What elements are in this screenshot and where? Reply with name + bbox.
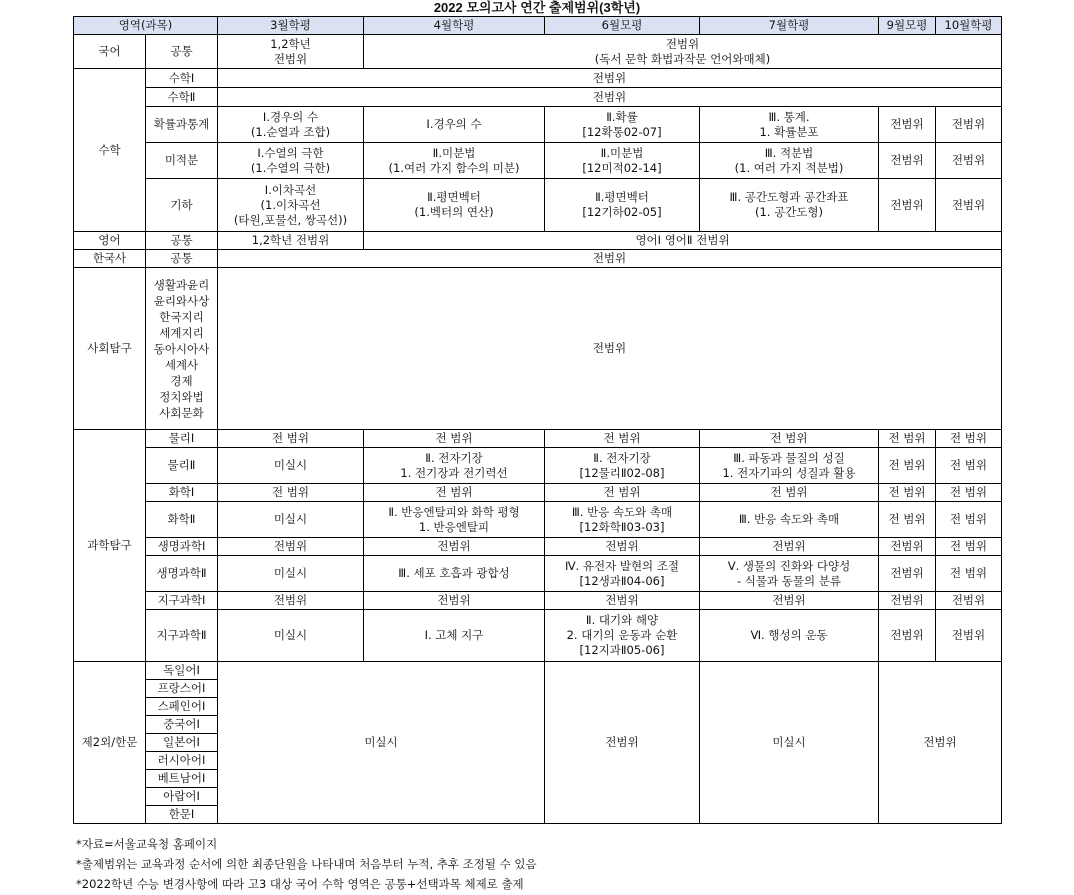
earth1-april-cell: 전범위 (364, 592, 545, 610)
science-row (74, 448, 1002, 484)
earth2-march-cell: 미실시 (218, 610, 364, 662)
korean-history-row (74, 250, 1002, 268)
geometry-september-cell: 전범위 (879, 179, 936, 232)
english-scope-cell: 영어Ⅰ 영어Ⅱ 전범위 (364, 232, 1002, 250)
earth1-march-cell: 전범위 (218, 592, 364, 610)
subject-geometry: 기하 (146, 179, 218, 232)
social-subject: 동아시아사 (153, 341, 210, 356)
calculus-june-cell: Ⅱ.미분법 [12미적02-14] (545, 143, 700, 179)
chemistry2-july-cell: Ⅲ. 반응 속도와 촉매 (700, 502, 879, 538)
calculus-april-cell: Ⅱ.미분법 (1.여러 가지 함수의 미분) (364, 143, 545, 179)
probability-june-cell: Ⅱ.확률 [12확통02-07] (545, 107, 700, 143)
english-march-cell: 1,2학년 전범위 (218, 232, 364, 250)
earth1-september-cell: 전범위 (879, 592, 936, 610)
life2-october-cell: 전 범위 (936, 556, 1002, 592)
math2-scope-cell: 전범위 (218, 88, 1002, 107)
subject-english-common: 공통 (146, 232, 218, 250)
header-june: 6월모평 (545, 17, 700, 35)
earth1-october-cell: 전범위 (936, 592, 1002, 610)
probability-row (74, 107, 1002, 143)
life2-march-cell: 미실시 (218, 556, 364, 592)
social-subject: 정치와법 (159, 389, 204, 404)
subject-history-common: 공통 (146, 250, 218, 268)
earth2-september-cell: 전범위 (879, 610, 936, 662)
calculus-september-cell: 전범위 (879, 143, 936, 179)
subject-math2: 수학Ⅱ (146, 88, 218, 107)
probability-april-cell: Ⅰ.경우의 수 (364, 107, 545, 143)
earth1-july-cell: 전범위 (700, 592, 879, 610)
physics1-june-cell: 전 범위 (545, 430, 700, 448)
probability-july-cell: Ⅲ. 통계. 1. 확률분포 (700, 107, 879, 143)
physics2-june-cell: Ⅱ. 전자기장 [12물리Ⅱ02-08] (545, 448, 700, 484)
physics1-september-cell: 전 범위 (879, 430, 936, 448)
foreign-june-cell: 전범위 (545, 662, 700, 824)
subject-chemistry1: 화학Ⅰ (146, 484, 218, 502)
area-english: 영어 (74, 232, 146, 250)
life1-march-cell: 전범위 (218, 538, 364, 556)
life2-june-cell: Ⅳ. 유전자 발현의 조절 [12생과Ⅱ04-06] (545, 556, 700, 592)
math1-row (74, 69, 1002, 88)
geometry-july-cell: Ⅲ. 공간도형과 공간좌표 (1. 공간도형) (700, 179, 879, 232)
document-title: 2022 모의고사 연간 출제범위(3학년) (433, 0, 641, 15)
life1-june-cell: 전범위 (545, 538, 700, 556)
area-foreign-language: 제2외/한문 (74, 662, 146, 824)
chemistry1-october-cell: 전 범위 (936, 484, 1002, 502)
social-subject: 세계지리 (159, 325, 204, 340)
physics2-july-cell: Ⅲ. 파동과 물질의 성질 1. 전자기파의 성질과 활용 (700, 448, 879, 484)
header-september: 9월모평 (879, 17, 936, 35)
header-march: 3월학평 (218, 17, 364, 35)
foreign-july-cell: 미실시 (700, 662, 879, 824)
calculus-march-cell: Ⅰ.수열의 극한 (1.수열의 극한) (218, 143, 364, 179)
probability-september-cell: 전범위 (879, 107, 936, 143)
physics1-april-cell: 전 범위 (364, 430, 545, 448)
foreign-language-row (74, 662, 1002, 680)
earth2-july-cell: Ⅵ. 행성의 운동 (700, 610, 879, 662)
life1-april-cell: 전범위 (364, 538, 545, 556)
physics2-september-cell: 전 범위 (879, 448, 936, 484)
earth2-april-cell: Ⅰ. 고체 지구 (364, 610, 545, 662)
subject-chemistry2: 화학Ⅱ (146, 502, 218, 538)
physics2-october-cell: 전 범위 (936, 448, 1002, 484)
subject-korean-common: 공통 (146, 35, 218, 69)
footnote-change: *2022학년 수능 변경사항에 따라 고3 대상 국어 수학 영역은 공통+선택과목 체제로 출제 (76, 877, 524, 891)
life2-september-cell: 전범위 (879, 556, 936, 592)
math2-row (74, 88, 1002, 107)
chemistry1-april-cell: 전 범위 (364, 484, 545, 502)
calculus-october-cell: 전범위 (936, 143, 1002, 179)
subject-russian: 러시아어Ⅰ (146, 752, 218, 770)
subject-probability: 확률과통계 (146, 107, 218, 143)
life2-april-cell: Ⅲ. 세포 호흡과 광합성 (364, 556, 545, 592)
subject-french: 프랑스어Ⅰ (146, 680, 218, 698)
science-row (74, 538, 1002, 556)
geometry-april-cell: Ⅱ.평면벡터 (1.벡터의 연산) (364, 179, 545, 232)
subject-japanese: 일본어Ⅰ (146, 734, 218, 752)
life1-september-cell: 전범위 (879, 538, 936, 556)
physics2-march-cell: 미실시 (218, 448, 364, 484)
earth1-june-cell: 전범위 (545, 592, 700, 610)
subject-classical-chinese: 한문Ⅰ (146, 806, 218, 824)
chemistry1-july-cell: 전 범위 (700, 484, 879, 502)
subject-earth-science2: 지구과학Ⅱ (146, 610, 218, 662)
life1-july-cell: 전범위 (700, 538, 879, 556)
subject-life-science2: 생명과학Ⅱ (146, 556, 218, 592)
subject-german: 독일어Ⅰ (146, 662, 218, 680)
area-korean-history: 한국사 (74, 250, 146, 268)
foreign-september-october-cell: 전범위 (879, 662, 1002, 824)
physics1-march-cell: 전 범위 (218, 430, 364, 448)
header-area-subject: 영역(과목) (74, 17, 218, 35)
history-scope-cell: 전범위 (218, 250, 1002, 268)
subject-math1: 수학Ⅰ (146, 69, 218, 88)
earth2-october-cell: 전범위 (936, 610, 1002, 662)
physics2-april-cell: Ⅱ. 전자기장 1. 전기장과 전기력선 (364, 448, 545, 484)
geometry-june-cell: Ⅱ.평면벡터 [12기하02-05] (545, 179, 700, 232)
geometry-row (74, 179, 1002, 232)
korean-row (74, 35, 1002, 69)
social-subject: 세계사 (164, 357, 199, 372)
life2-july-cell: Ⅴ. 생물의 진화와 다양성 - 식물과 동물의 분류 (700, 556, 879, 592)
geometry-october-cell: 전범위 (936, 179, 1002, 232)
probability-march-cell: Ⅰ.경우의 수 (1.순열과 조합) (218, 107, 364, 143)
science-row (74, 502, 1002, 538)
chemistry2-october-cell: 전 범위 (936, 502, 1002, 538)
exam-scope-table (73, 16, 1002, 824)
science-row (74, 610, 1002, 662)
header-row (74, 17, 1002, 35)
science-row (74, 430, 1002, 448)
chemistry1-june-cell: 전 범위 (545, 484, 700, 502)
footnotes (76, 834, 537, 894)
foreign-march-april-cell: 미실시 (218, 662, 545, 824)
subject-physics2: 물리Ⅱ (146, 448, 218, 484)
science-row (74, 556, 1002, 592)
physics1-july-cell: 전 범위 (700, 430, 879, 448)
social-subject: 경제 (170, 373, 193, 388)
science-row (74, 484, 1002, 502)
chemistry2-april-cell: Ⅱ. 반응엔탈피와 화학 평형 1. 반응엔탈피 (364, 502, 545, 538)
subject-physics1: 물리Ⅰ (146, 430, 218, 448)
chemistry1-september-cell: 전 범위 (879, 484, 936, 502)
social-subjects-list (146, 268, 218, 430)
area-social-studies: 사회탐구 (74, 268, 146, 430)
earth2-june-cell: Ⅱ. 대기와 해양 2. 대기의 운동과 순환 [12지과Ⅱ05-06] (545, 610, 700, 662)
chemistry2-september-cell: 전 범위 (879, 502, 936, 538)
social-subject: 한국지리 (159, 309, 204, 324)
subject-spanish: 스페인어Ⅰ (146, 698, 218, 716)
probability-october-cell: 전범위 (936, 107, 1002, 143)
social-subject: 윤리와사상 (153, 293, 210, 308)
social-subject: 생활과윤리 (153, 277, 210, 292)
header-july: 7월학평 (700, 17, 879, 35)
social-scope-cell: 전범위 (218, 268, 1002, 430)
calculus-row (74, 143, 1002, 179)
english-row (74, 232, 1002, 250)
subject-chinese: 중국어Ⅰ (146, 716, 218, 734)
subject-vietnamese: 베트남어Ⅰ (146, 770, 218, 788)
subject-life-science1: 생명과학Ⅰ (146, 538, 218, 556)
chemistry2-june-cell: Ⅲ. 반응 속도와 촉매 [12화학Ⅱ03-03] (545, 502, 700, 538)
korean-march-cell: 1,2학년 전범위 (218, 35, 364, 69)
footnote-scope: *출제범위는 교육과정 순서에 의한 최종단원을 나타내며 처음부터 누적, 추후 조정될 수 있음 (76, 857, 537, 871)
social-subject: 사회문화 (159, 405, 204, 420)
area-math: 수학 (74, 69, 146, 232)
header-april: 4월학평 (364, 17, 545, 35)
social-studies-row (74, 268, 1002, 430)
physics1-october-cell: 전 범위 (936, 430, 1002, 448)
header-october: 10월학평 (936, 17, 1002, 35)
area-science: 과학탐구 (74, 430, 146, 662)
subject-calculus: 미적분 (146, 143, 218, 179)
subject-arabic: 아랍어Ⅰ (146, 788, 218, 806)
math1-scope-cell: 전범위 (218, 69, 1002, 88)
korean-scope-cell: 전범위 (독서 문학 화법과작문 언어와매체) (364, 35, 1002, 69)
footnote-source: *자료=서울교육청 홈페이지 (76, 837, 218, 851)
calculus-july-cell: Ⅲ. 적분법 (1. 여러 가지 적분법) (700, 143, 879, 179)
life1-october-cell: 전 범위 (936, 538, 1002, 556)
area-korean: 국어 (74, 35, 146, 69)
geometry-march-cell: Ⅰ.이차곡선 (1.이차곡선 (타원,포물선, 쌍곡선)) (218, 179, 364, 232)
subject-earth-science1: 지구과학Ⅰ (146, 592, 218, 610)
chemistry1-march-cell: 전 범위 (218, 484, 364, 502)
science-row (74, 592, 1002, 610)
chemistry2-march-cell: 미실시 (218, 502, 364, 538)
